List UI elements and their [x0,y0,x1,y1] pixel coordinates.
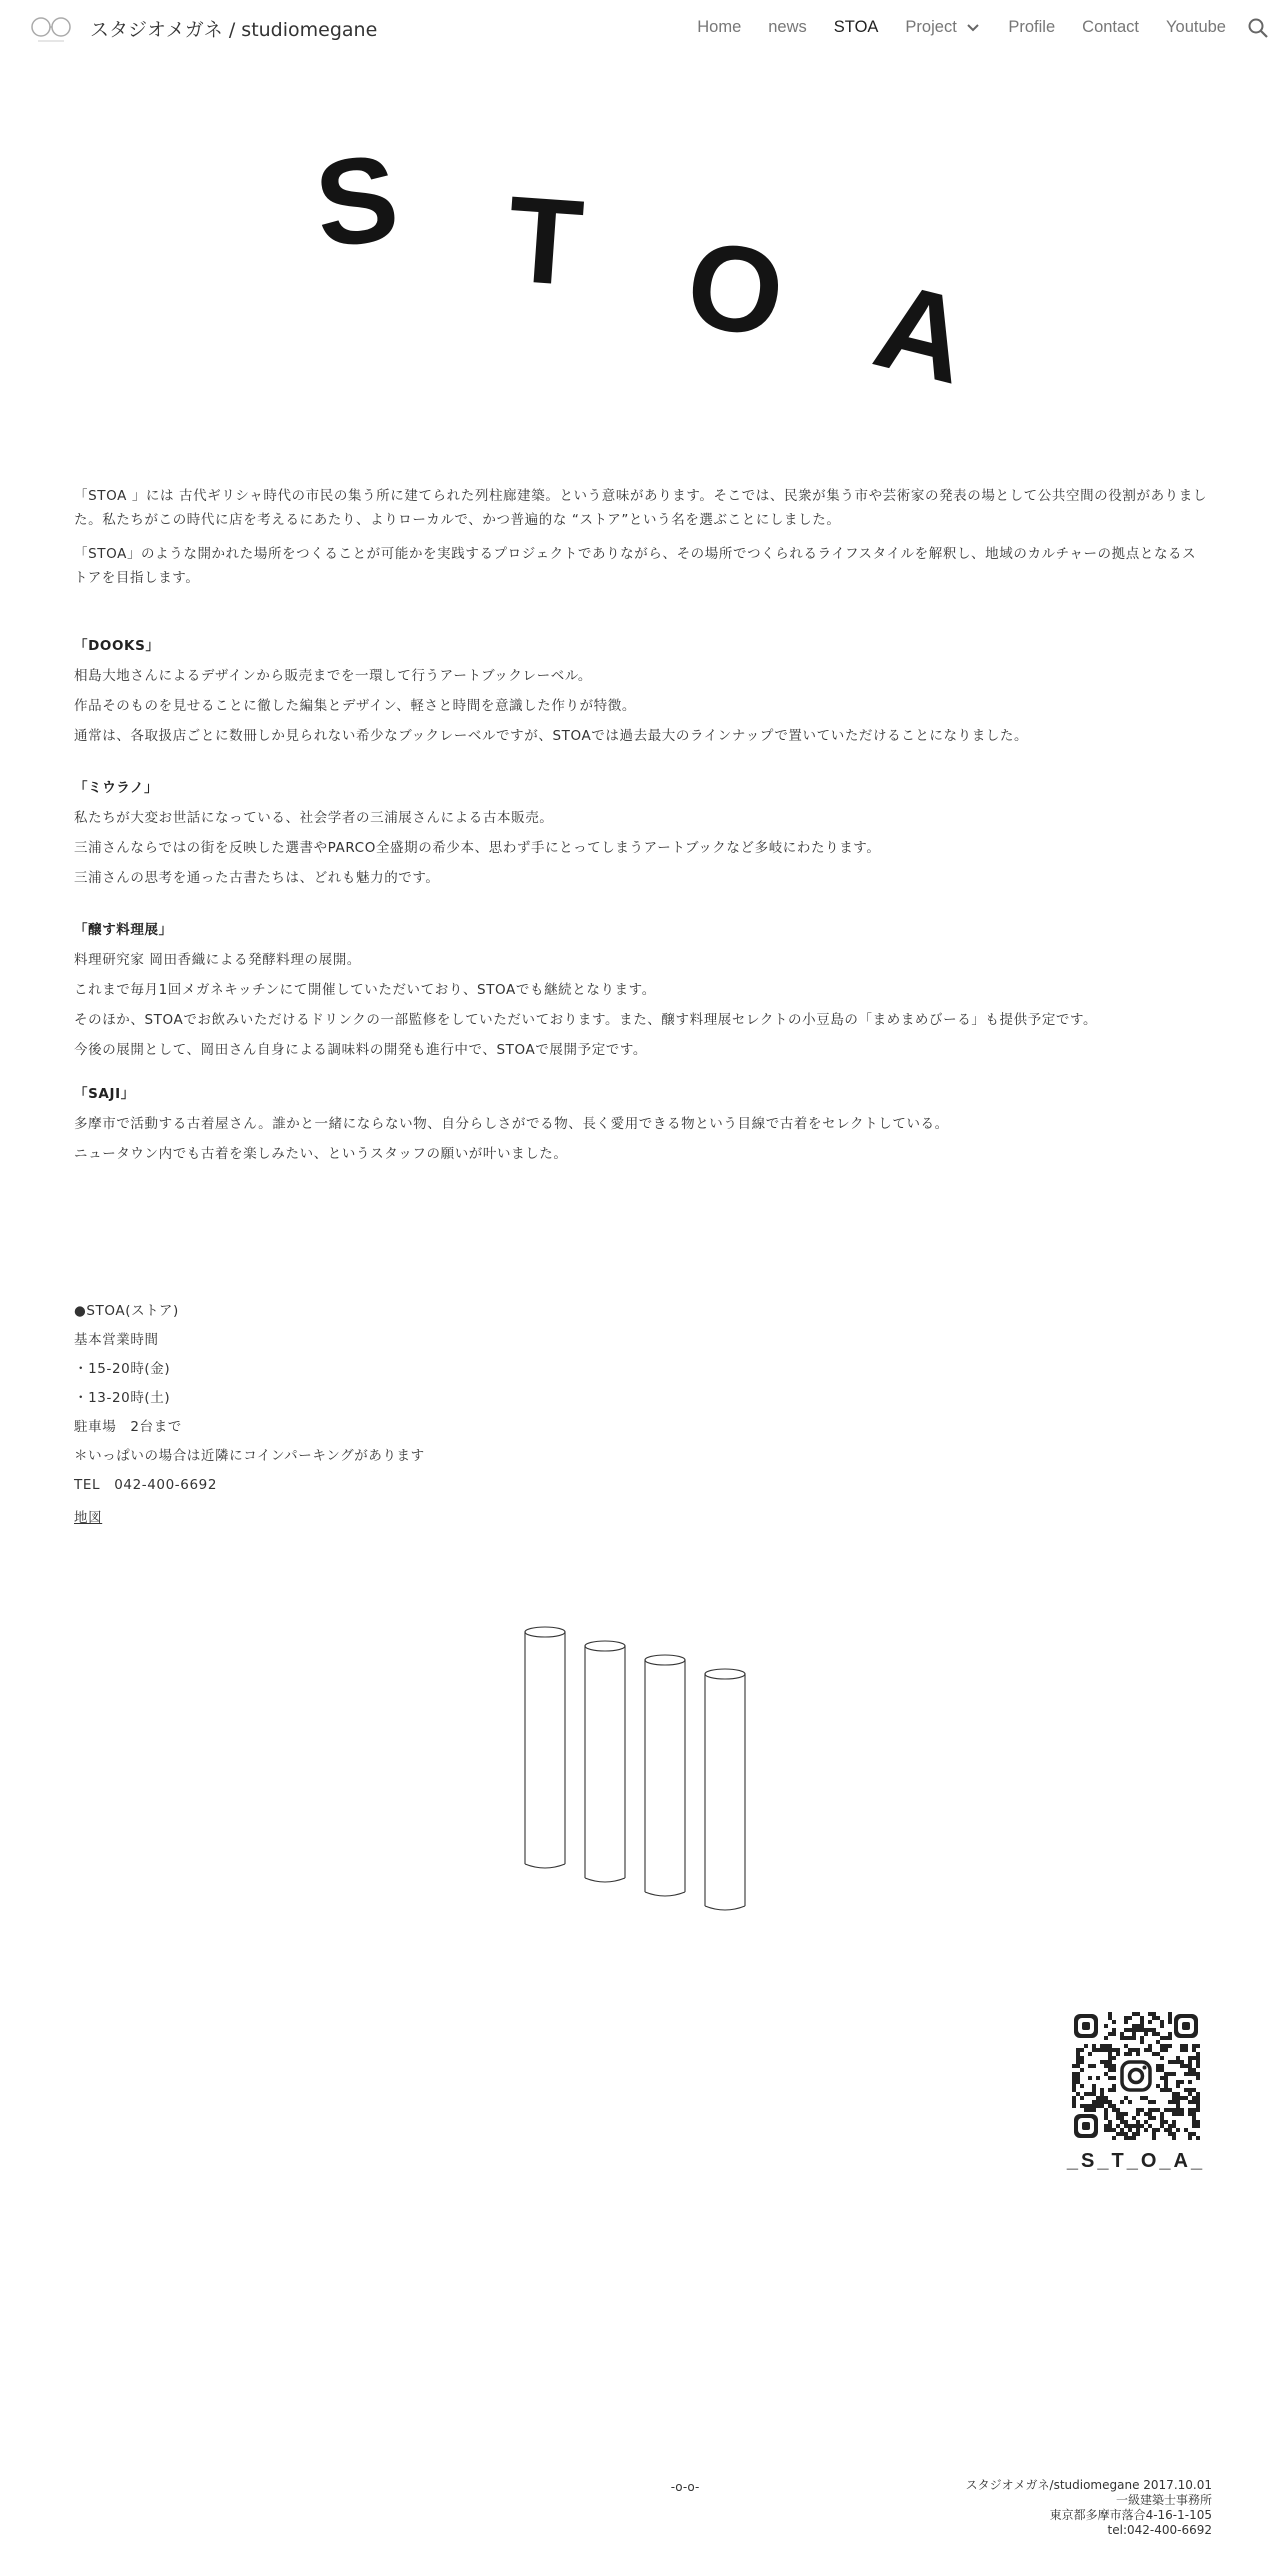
site-title[interactable]: スタジオメガネ / studiomegane [90,19,378,41]
stoa-hero-logo [280,120,1000,410]
section-line: 通常は、各取扱店ごとに数冊しか見られない希少なブックレーベルですが、STOAでは過去最大のラインナップで置いていただけることになりました。 [74,728,1029,744]
column-drawing-1 [525,1627,565,1868]
column-drawing-3 [645,1655,685,1896]
footer-line: 一級建築士事務所 [1115,2493,1212,2507]
nav-stoa[interactable]: STOA [833,18,879,36]
section-saji [74,1082,1210,1166]
footer-line: tel:042-400-6692 [1107,2523,1212,2537]
nav-news[interactable]: news [768,18,807,36]
instagram-qr-code-icon[interactable] [1072,2012,1200,2140]
section-line: 相島大地さんによるデザインから販売までを一環して行うアートブックレーベル。 [74,668,592,684]
section-line: 今後の展開として、岡田さん自身による調味料の開発も進行中で、STOAで展開予定です。 [74,1042,648,1058]
section-title: 「ミウラノ」 [74,780,159,796]
column-drawing-4 [705,1669,745,1910]
section-title: 「DOOKS」 [74,638,160,654]
qr-caption: _S_T_O_A_ [1066,2150,1206,2172]
info-line: TEL 042-400-6692 [74,1477,218,1493]
section-title: 「醸す料理展」 [74,922,173,938]
map-link[interactable]: 地図 [74,1510,103,1526]
nav-project-label: Project [905,18,957,36]
columns-illustration [524,1622,768,1920]
site-header [0,0,1284,58]
studio-logo-icon[interactable] [28,14,74,44]
section-line: 作品そのものを見せることに徹した編集とデザイン、軽さと時間を意識した作りが特徴。 [74,698,636,714]
chevron-down-icon [965,22,981,34]
footer-address [966,2478,1212,2538]
intro-paragraph: 「STOA 」には 古代ギリシャ時代の市民の集う所に建てられた列柱廊建築。という意味があります。そこでは、民衆が集う市や芸術家の発表の場として公共空間の役割がありました。私たちがこの時代に店を考えるにあたり、よりローカルで、かつ普遍的な “ストア”という名を選ぶことにしました。 [74,488,1207,528]
section-line: これまで毎月1回メガネキッチンにて開催していただいており、STOAでも継続となります。 [74,982,656,998]
info-line: ＊いっぱいの場合は近隣にコインパーキングがあります [74,1448,425,1464]
nav-youtube[interactable]: Youtube [1166,18,1226,36]
section-miurano [74,776,1210,890]
main-nav [670,18,1226,37]
stoa-description [74,484,1210,1172]
section-dooks [74,634,1210,748]
footer-mark: -o-o- [670,2480,700,2494]
store-info [74,1299,425,1526]
section-line: そのほか、STOAでお飲みいただけるドリンクの一部監修をしていただいております。また、醸す料理展セレクトの小豆島の「まめまめびーる」も提供予定です。 [74,1012,1098,1028]
nav-contact[interactable]: Contact [1082,18,1140,36]
section-line: 三浦さんならではの街を反映した選書やPARCO全盛期の希少本、思わず手にとってしまうアートブックなど多岐にわたります。 [74,840,881,856]
search-icon[interactable] [1246,16,1270,40]
info-line: ・15-20時(金) [74,1361,171,1377]
column-drawing-2 [585,1641,625,1882]
nav-profile[interactable]: Profile [1008,18,1056,36]
info-line: ●STOA(ストア) [74,1303,179,1319]
intro-paragraph: 「STOA」のような開かれた場所をつくることが可能かを実践するプロジェクトでありながら、その場所でつくられるライフスタイルを解釈し、地域のカルチャーの拠点となるストアを目指します。 [74,546,1197,586]
footer-line: 東京都多摩市落合4-16-1-105 [1049,2508,1212,2522]
info-line: 基本営業時間 [74,1332,159,1348]
footer-line: スタジオメガネ/studiomegane 2017.10.01 [965,2478,1212,2492]
section-line: ニュータウン内でも古着を楽しみたい、というスタッフの願いが叶いました。 [74,1146,568,1162]
hero-letter-o: O [678,215,792,363]
nav-project[interactable] [905,18,981,37]
section-line: 三浦さんの思考を通った古書たちは、どれも魅力的です。 [74,870,440,886]
hero-letter-t: T [503,170,588,312]
section-title: 「SAJI」 [74,1086,135,1102]
section-kamosu [74,918,1210,1062]
section-line: 料理研究家 岡田香織による発酵料理の展開。 [74,952,361,968]
hero-letter-s: S [309,129,405,273]
hero-letter-a: A [862,256,982,410]
info-line: 駐車場 2台まで [74,1419,182,1435]
section-line: 多摩市で活動する古着屋さん。誰かと一緒にならない物、自分らしさがでる物、長く愛用できる物という目線で古着をセレクトしている。 [74,1116,949,1132]
section-line: 私たちが大変お世話になっている、社会学者の三浦展さんによる古本販売。 [74,810,554,826]
nav-home[interactable]: Home [697,18,742,36]
info-line: ・13-20時(土) [74,1390,171,1406]
